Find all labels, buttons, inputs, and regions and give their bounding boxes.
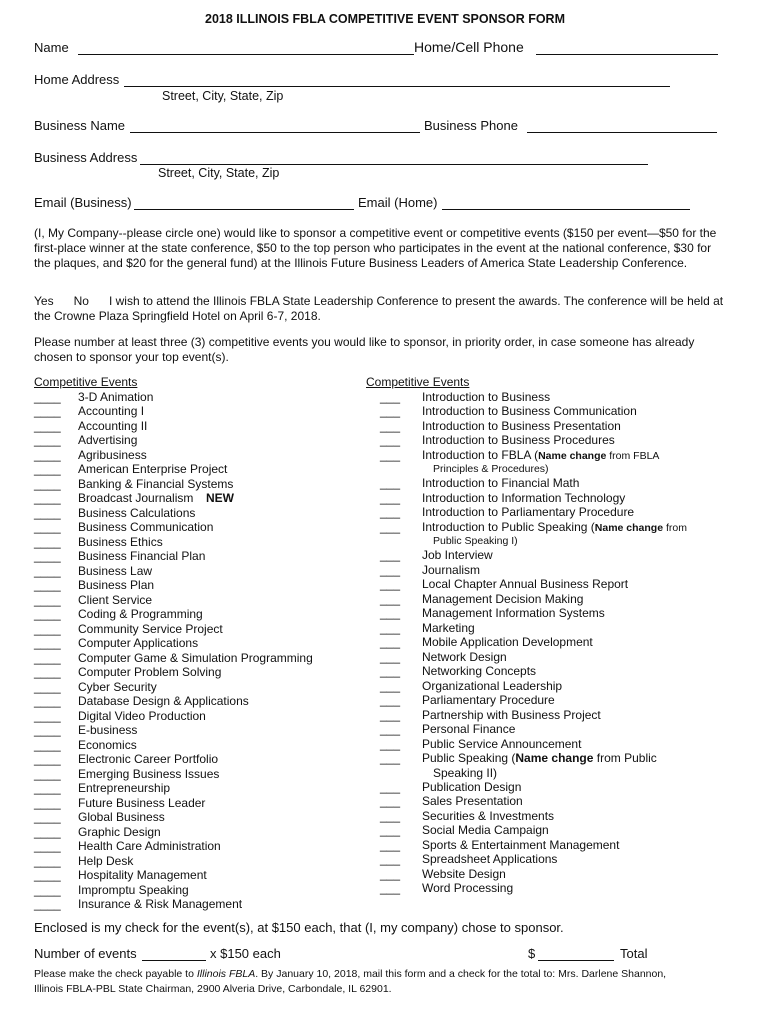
- list-item[interactable]: ___ Networking Concepts: [380, 664, 537, 678]
- event-name: Computer Game & Simulation Programming: [78, 650, 313, 665]
- list-item[interactable]: [34, 781, 354, 796]
- home-phone-label: Home/Cell Phone: [414, 39, 524, 55]
- list-item[interactable]: [34, 520, 354, 535]
- rank-blank[interactable]: ____: [34, 505, 61, 520]
- event-name: Advertising: [78, 433, 138, 447]
- email-home-label: Email (Home): [358, 195, 438, 210]
- business-phone-label: Business Phone: [424, 118, 518, 133]
- list-item[interactable]: [34, 723, 354, 738]
- number-of-events-field[interactable]: [142, 946, 206, 961]
- list-item[interactable]: ___ Introduction to Parliamentary Procedure: [380, 505, 635, 519]
- event-name: Graphic Design: [78, 824, 161, 839]
- list-item[interactable]: ___ Management Decision Making: [380, 591, 584, 606]
- rank-blank[interactable]: ____: [34, 708, 61, 723]
- rank-blank[interactable]: ____: [34, 592, 61, 607]
- list-item[interactable]: [34, 564, 354, 579]
- list-item[interactable]: [34, 868, 354, 883]
- event-name: Digital Video Production: [78, 708, 206, 723]
- rank-blank[interactable]: ____: [34, 882, 61, 897]
- list-item[interactable]: ___ Management Information Systems: [380, 606, 605, 620]
- new-badge: NEW: [206, 491, 234, 505]
- event-name: Broadcast Journalism: [78, 491, 194, 505]
- list-item[interactable]: [34, 651, 354, 666]
- rank-blank[interactable]: ____: [34, 795, 61, 810]
- email-business-field[interactable]: [134, 195, 354, 210]
- list-item[interactable]: ___ Job Interview: [380, 548, 493, 562]
- list-item[interactable]: ___ Local Chapter Annual Business Report: [380, 577, 629, 591]
- list-item[interactable]: [34, 448, 354, 463]
- rank-blank[interactable]: ____: [34, 476, 61, 491]
- list-item[interactable]: [34, 636, 354, 651]
- list-item[interactable]: ___ Network Design: [380, 649, 507, 664]
- email-business-label: Email (Business): [34, 195, 132, 210]
- list-item[interactable]: [34, 506, 354, 521]
- list-item[interactable]: [34, 694, 354, 709]
- event-name: Help Desk: [78, 853, 134, 868]
- list-item[interactable]: [34, 433, 354, 448]
- event-name: E-business: [78, 723, 138, 737]
- event-name: Business Law: [78, 563, 153, 578]
- event-name: Client Service: [78, 592, 153, 607]
- list-item[interactable]: [34, 738, 354, 753]
- list-item[interactable]: [34, 390, 354, 405]
- list-item[interactable]: ___ Public Service Announcement: [380, 736, 582, 751]
- business-name-field[interactable]: [130, 118, 420, 133]
- rank-blank[interactable]: ____: [34, 462, 61, 476]
- per-event-label: x $150 each: [210, 946, 281, 961]
- rank-blank[interactable]: ____: [34, 679, 61, 694]
- rank-blank[interactable]: ____: [34, 694, 61, 708]
- list-item[interactable]: ___ Social Media Campaign: [380, 823, 549, 837]
- rank-blank[interactable]: ____: [34, 534, 61, 549]
- list-item[interactable]: [34, 825, 354, 840]
- event-name: Health Care Administration: [78, 839, 221, 853]
- list-item-continuation: Speaking II): [433, 765, 498, 780]
- event-name: Impromptu Speaking: [78, 882, 189, 897]
- list-item[interactable]: [34, 622, 354, 637]
- rank-blank[interactable]: ____: [34, 723, 61, 737]
- list-item[interactable]: ___ Introduction to Business: [380, 389, 551, 404]
- list-item[interactable]: [34, 897, 354, 912]
- event-name: Community Service Project: [78, 621, 223, 636]
- list-item[interactable]: [34, 709, 354, 724]
- no-option[interactable]: No: [73, 294, 89, 308]
- rank-blank[interactable]: ____: [34, 781, 61, 795]
- yes-option[interactable]: Yes: [34, 294, 54, 308]
- rank-blank[interactable]: ____: [34, 607, 61, 621]
- rank-blank[interactable]: ____: [34, 621, 61, 636]
- rank-blank[interactable]: ____: [34, 810, 61, 824]
- rank-blank[interactable]: ____: [34, 447, 61, 462]
- rank-blank[interactable]: ____: [34, 404, 61, 418]
- total-field[interactable]: [538, 946, 614, 961]
- event-name: 3-D Animation: [78, 389, 154, 404]
- list-item[interactable]: ___ Partnership with Business Project: [380, 707, 601, 722]
- number-of-events-label: Number of events: [34, 946, 137, 961]
- rank-blank[interactable]: ____: [34, 897, 61, 911]
- home-address-label: Home Address: [34, 72, 120, 87]
- list-item[interactable]: ___ Introduction to Business Presentation: [380, 418, 621, 433]
- attend-paragraph: [34, 294, 724, 324]
- event-name: Agribusiness: [78, 447, 147, 462]
- list-item[interactable]: ___ Personal Finance: [380, 722, 516, 736]
- rank-blank[interactable]: ____: [34, 737, 61, 752]
- rank-blank[interactable]: ____: [34, 389, 61, 404]
- event-name: Computer Problem Solving: [78, 665, 222, 679]
- rank-blank[interactable]: ____: [34, 766, 61, 781]
- list-item[interactable]: [34, 665, 354, 680]
- list-item[interactable]: [34, 535, 354, 550]
- dollar-sign: $: [528, 946, 536, 961]
- event-name: Coding & Programming: [78, 607, 203, 621]
- list-item[interactable]: ___ Introduction to FBLA (Name change from FBLA: [380, 447, 660, 462]
- rank-blank[interactable]: ____: [34, 491, 61, 505]
- list-item[interactable]: [34, 404, 354, 419]
- list-item[interactable]: [34, 854, 354, 869]
- event-name: American Enterprise Project: [78, 462, 228, 476]
- event-name: Accounting II: [78, 418, 148, 433]
- list-item[interactable]: [34, 680, 354, 695]
- business-address-hint: Street, City, State, Zip: [158, 166, 280, 180]
- rank-blank[interactable]: ____: [34, 418, 61, 433]
- name-label: Name: [34, 40, 69, 55]
- rank-blank[interactable]: ____: [34, 578, 61, 592]
- list-item[interactable]: [34, 767, 354, 782]
- home-address-hint: Street, City, State, Zip: [162, 89, 284, 103]
- business-phone-field[interactable]: [527, 118, 717, 133]
- list-item[interactable]: ___ Sales Presentation: [380, 794, 523, 808]
- list-item[interactable]: [34, 462, 354, 477]
- list-item[interactable]: ___ Journalism: [380, 562, 481, 577]
- list-item[interactable]: [34, 491, 354, 506]
- sponsor-paragraph: (I, My Company--please circle one) would like to sponsor a competitive event or competitive events ($150 per event—$50 for the first-place winner at the state conference, $50 to the top person who participates in the event at the national conference, $30 for the plaques, and $20 for the general fund) at the Illinois Future Business Leaders of America State Leadership Conference.: [34, 226, 717, 270]
- rank-blank[interactable]: ____: [34, 549, 61, 563]
- email-home-field[interactable]: [442, 195, 690, 210]
- rank-blank[interactable]: ____: [34, 563, 61, 578]
- form-title: 2018 ILLINOIS FBLA COMPETITIVE EVENT SPONSOR FORM: [205, 12, 565, 26]
- list-item[interactable]: [34, 796, 354, 811]
- event-name: Economics: [78, 737, 137, 752]
- list-item[interactable]: ___ Word Processing: [380, 881, 514, 895]
- event-name: Cyber Security: [78, 679, 157, 694]
- event-name: Electronic Career Portfolio: [78, 752, 219, 766]
- event-name: Banking & Financial Systems: [78, 476, 234, 491]
- list-item[interactable]: [34, 549, 354, 564]
- list-item[interactable]: ___ Securities & Investments: [380, 808, 555, 823]
- list-item[interactable]: ___ Spreadsheet Applications: [380, 852, 558, 866]
- mailing-note: Please make the check payable to Illinois FBLA. By January 10, 2018, mail this form and a check for the total to: Mrs. Darlene Shannon, Illinois FBLA-PBL State Chairman, 2900 Alveria Drive, Carbondale, IL 62901.: [34, 968, 667, 995]
- list-item[interactable]: ___ Organizational Leadership: [380, 678, 563, 693]
- event-name: Business Communication: [78, 520, 214, 534]
- list-item[interactable]: [34, 752, 354, 767]
- list-item[interactable]: [34, 810, 354, 825]
- event-name: Future Business Leader: [78, 795, 206, 810]
- list-item[interactable]: [34, 477, 354, 492]
- list-item[interactable]: [34, 419, 354, 434]
- list-item[interactable]: [34, 839, 354, 854]
- list-item[interactable]: ___ Introduction to Information Technology: [380, 490, 626, 505]
- name-field[interactable]: [78, 40, 414, 55]
- list-item[interactable]: ___ Marketing: [380, 620, 475, 635]
- priority-paragraph: Please number at least three (3) competitive events you would like to sponsor, in priority order, in case someone has already chosen to sponsor your top event(s).: [34, 335, 695, 364]
- event-name: Entrepreneurship: [78, 781, 171, 795]
- list-item[interactable]: ___ Introduction to Public Speaking (Name change from: [380, 519, 687, 534]
- event-name: Business Financial Plan: [78, 549, 206, 563]
- rank-blank[interactable]: ____: [34, 839, 61, 853]
- list-item[interactable]: ___ Parliamentary Procedure: [380, 693, 555, 707]
- business-name-label: Business Name: [34, 118, 126, 133]
- rank-blank[interactable]: ____: [34, 752, 61, 766]
- list-item[interactable]: ___ Mobile Application Development: [380, 635, 593, 649]
- list-item[interactable]: ___ Introduction to Financial Math: [380, 476, 580, 490]
- business-address-field[interactable]: [140, 150, 648, 165]
- event-name: Business Calculations: [78, 505, 196, 520]
- list-item[interactable]: ___ Introduction to Business Communication: [380, 404, 637, 418]
- rank-blank[interactable]: ____: [34, 824, 61, 839]
- list-item[interactable]: [34, 593, 354, 608]
- rank-blank[interactable]: ____: [34, 853, 61, 868]
- list-item[interactable]: [34, 578, 354, 593]
- rank-blank[interactable]: ____: [34, 433, 61, 447]
- event-name: Business Ethics: [78, 534, 163, 549]
- list-item-continuation: Public Speaking I): [433, 535, 518, 547]
- home-address-field[interactable]: [124, 72, 670, 87]
- left-column-header: Competitive Events: [34, 375, 138, 389]
- right-column-header: Competitive Events: [366, 375, 470, 389]
- rank-blank[interactable]: ____: [34, 636, 61, 650]
- rank-blank[interactable]: ____: [34, 650, 61, 665]
- total-label: Total: [620, 946, 648, 961]
- attend-text: I wish to attend the Illinois FBLA State Leadership Conference to present the awards. The conference will be held at the Crowne Plaza Springfield Hotel on April 6-7, 2018.: [34, 294, 724, 323]
- list-item-continuation: Principles & Procedures): [433, 463, 549, 475]
- rank-blank[interactable]: ____: [34, 868, 61, 882]
- list-item[interactable]: ___ Public Speaking (Name change from Public: [380, 751, 657, 765]
- event-name: Computer Applications: [78, 636, 199, 650]
- business-address-label: Business Address: [34, 150, 138, 165]
- event-name: Insurance & Risk Management: [78, 897, 243, 911]
- list-item[interactable]: [34, 883, 354, 898]
- home-phone-field[interactable]: [536, 40, 718, 55]
- event-name: Emerging Business Issues: [78, 766, 220, 781]
- event-name: Global Business: [78, 810, 165, 824]
- event-name: Hospitality Management: [78, 868, 207, 882]
- rank-blank[interactable]: ____: [34, 665, 61, 679]
- right-events-column: [366, 375, 736, 896]
- list-item[interactable]: ___ Sports & Entertainment Management: [380, 837, 620, 852]
- list-item[interactable]: ___ Introduction to Business Procedures: [380, 433, 615, 447]
- rank-blank[interactable]: ____: [34, 520, 61, 534]
- left-events-column: [34, 375, 354, 912]
- list-item[interactable]: ___ Website Design: [380, 866, 506, 881]
- list-item[interactable]: [34, 607, 354, 622]
- enclosed-text: Enclosed is my check for the event(s), at $150 each, that (I, my company) chose to sponsor.: [34, 920, 564, 935]
- list-item[interactable]: ___ Publication Design: [380, 779, 522, 794]
- event-name: Database Design & Applications: [78, 694, 249, 708]
- event-name: Accounting I: [78, 404, 145, 418]
- event-name: Business Plan: [78, 578, 155, 592]
